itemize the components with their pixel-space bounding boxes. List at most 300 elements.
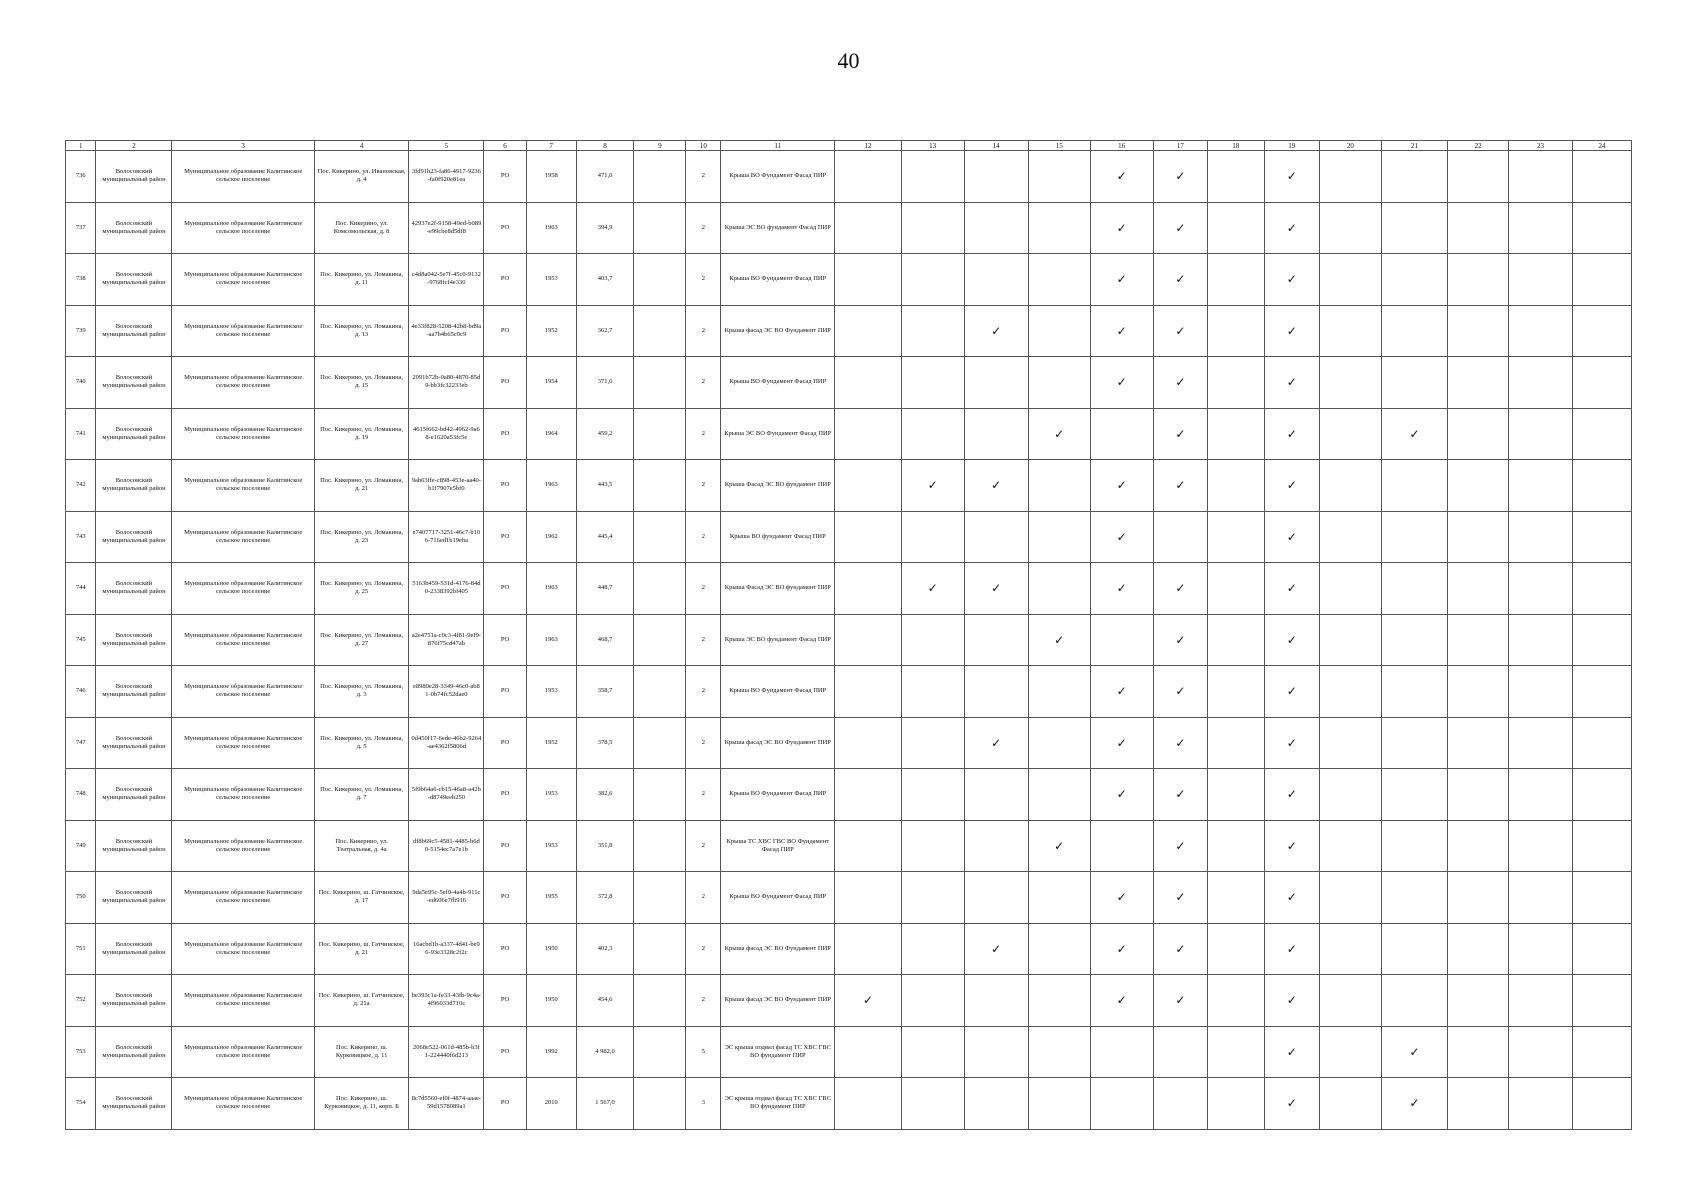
year-built-cell: 1963 — [526, 614, 576, 666]
checkmark-icon: ✓ — [1090, 666, 1153, 718]
district-cell: Волосовский муниципальный район — [96, 1078, 172, 1130]
area-cell: 4 982,0 — [576, 1026, 634, 1078]
check-cell-14 — [964, 1026, 1028, 1078]
building-code-cell: 0d450f17-6ede-46b2-9264-ae4362f5806d — [409, 717, 484, 769]
works-list-cell: Крыша Фасад ЭС ВО фундамент ПИР — [721, 563, 835, 615]
check-cell-12 — [835, 408, 901, 460]
check-cell-15 — [1028, 151, 1090, 203]
checkmark-icon: ✓ — [1264, 202, 1319, 254]
check-cell-22 — [1448, 975, 1509, 1027]
check-cell-12 — [835, 357, 901, 409]
table-row — [66, 1026, 1632, 1078]
check-cell-18 — [1208, 357, 1265, 409]
checkmark-icon: ✓ — [1090, 357, 1153, 409]
check-cell-15 — [1028, 202, 1090, 254]
district-cell: Волосовский муниципальный район — [96, 202, 172, 254]
year-built-cell: 1953 — [526, 769, 576, 821]
check-cell-15 — [1028, 460, 1090, 512]
column-header-13: 13 — [901, 141, 964, 151]
checkmark-icon: ✓ — [1090, 975, 1153, 1027]
table-row — [66, 769, 1632, 821]
works-list-cell: Крыша фасад ЭС ВО Фундамент ПИР — [721, 923, 835, 975]
municipality-cell: Муниципальное образование Калитинское сельское поселение — [172, 1078, 314, 1130]
row-number: 751 — [66, 923, 96, 975]
fund-form-cell: РО — [484, 769, 526, 821]
works-list-cell: Крыша ЭС ВО фундамент Фасад ПИР — [721, 614, 835, 666]
check-cell-14 — [964, 614, 1028, 666]
building-code-cell: 2068e522-061d-485b-b3f1-224440f6d213 — [409, 1026, 484, 1078]
check-cell-23 — [1509, 872, 1573, 924]
table-row — [66, 202, 1632, 254]
floors-cell: 2 — [686, 511, 721, 563]
check-cell-16 — [1090, 1026, 1153, 1078]
check-cell-21 — [1381, 151, 1447, 203]
checkmark-icon: ✓ — [1264, 1078, 1319, 1130]
check-cell-18 — [1208, 975, 1265, 1027]
check-cell-13 — [901, 408, 964, 460]
district-cell: Волосовский муниципальный район — [96, 872, 172, 924]
column-header-17: 17 — [1153, 141, 1207, 151]
column-9-cell — [634, 460, 686, 512]
check-cell-22 — [1448, 1078, 1509, 1130]
column-9-cell — [634, 975, 686, 1027]
building-code-cell: 5163b459-531d-4176-84d0-2338392bf405 — [409, 563, 484, 615]
checkmark-icon: ✓ — [1264, 975, 1319, 1027]
checkmark-icon: ✓ — [1153, 460, 1207, 512]
district-cell: Волосовский муниципальный район — [96, 460, 172, 512]
district-cell: Волосовский муниципальный район — [96, 923, 172, 975]
check-cell-18 — [1208, 408, 1265, 460]
check-cell-15 — [1028, 254, 1090, 306]
check-cell-18 — [1208, 563, 1265, 615]
checkmark-icon: ✓ — [1264, 614, 1319, 666]
checkmark-icon: ✓ — [1090, 563, 1153, 615]
column-header-12: 12 — [835, 141, 901, 151]
area-cell: 454,6 — [576, 975, 634, 1027]
check-cell-21 — [1381, 563, 1447, 615]
year-built-cell: 1953 — [526, 820, 576, 872]
check-cell-15 — [1028, 769, 1090, 821]
floors-cell: 2 — [686, 408, 721, 460]
checkmark-icon: ✓ — [1264, 305, 1319, 357]
building-code-cell: be393c1a-fe33-43fb-9c4a-4f96033d710c — [409, 975, 484, 1027]
municipality-cell: Муниципальное образование Калитинское сельское поселение — [172, 202, 314, 254]
table-row — [66, 511, 1632, 563]
check-cell-24 — [1573, 717, 1632, 769]
district-cell: Волосовский муниципальный район — [96, 563, 172, 615]
area-cell: 459,2 — [576, 408, 634, 460]
column-9-cell — [634, 511, 686, 563]
check-cell-15 — [1028, 357, 1090, 409]
fund-form-cell: РО — [484, 460, 526, 512]
checkmark-icon: ✓ — [964, 563, 1028, 615]
check-cell-18 — [1208, 717, 1265, 769]
municipality-cell: Муниципальное образование Калитинское сельское поселение — [172, 614, 314, 666]
works-list-cell: Крыша ВО Фундамент Фасад ПИР — [721, 151, 835, 203]
table-row — [66, 872, 1632, 924]
works-list-cell: Крыша Фасад ЭС ВО фундамент ПИР — [721, 460, 835, 512]
building-code-cell: df8b69c5-4581-4485-b6d0-5154ec7a7e1b — [409, 820, 484, 872]
works-list-cell: Крыша ТС ХВС ГВС ВО Фундамент Фасад ПИР — [721, 820, 835, 872]
check-cell-23 — [1509, 1078, 1573, 1130]
floors-cell: 2 — [686, 975, 721, 1027]
check-cell-20 — [1319, 666, 1381, 718]
checkmark-icon: ✓ — [835, 975, 901, 1027]
building-code-cell: 4e33f828-5208-42b8-bd9a-aa7b4b65c0c9 — [409, 305, 484, 357]
year-built-cell: 1952 — [526, 305, 576, 357]
district-cell: Волосовский муниципальный район — [96, 614, 172, 666]
check-cell-13 — [901, 511, 964, 563]
floors-cell: 2 — [686, 305, 721, 357]
checkmark-icon: ✓ — [1090, 254, 1153, 306]
year-built-cell: 1952 — [526, 717, 576, 769]
checkmark-icon: ✓ — [1264, 666, 1319, 718]
checkmark-icon: ✓ — [1264, 1026, 1319, 1078]
check-cell-17 — [1153, 1026, 1207, 1078]
check-cell-12 — [835, 820, 901, 872]
check-cell-12 — [835, 717, 901, 769]
row-number: 737 — [66, 202, 96, 254]
check-cell-22 — [1448, 460, 1509, 512]
check-cell-20 — [1319, 975, 1381, 1027]
check-cell-20 — [1319, 820, 1381, 872]
fund-form-cell: РО — [484, 408, 526, 460]
building-code-cell: 3fd91b23-fa86-4917-9236-fa0f920e81ea — [409, 151, 484, 203]
year-built-cell: 1953 — [526, 254, 576, 306]
check-cell-15 — [1028, 666, 1090, 718]
column-9-cell — [634, 1078, 686, 1130]
district-cell: Волосовский муниципальный район — [96, 408, 172, 460]
check-cell-24 — [1573, 357, 1632, 409]
column-header-11: 11 — [721, 141, 835, 151]
check-cell-20 — [1319, 563, 1381, 615]
check-cell-13 — [901, 254, 964, 306]
check-cell-13 — [901, 820, 964, 872]
fund-form-cell: РО — [484, 305, 526, 357]
floors-cell: 2 — [686, 151, 721, 203]
row-number: 752 — [66, 975, 96, 1027]
address-cell: Пос. Кикерино, ул. Ломакина, д. 5 — [314, 717, 409, 769]
check-cell-12 — [835, 254, 901, 306]
building-code-cell: c4d8a042-5e7f-45c0-9132-9768fcf4e330 — [409, 254, 484, 306]
check-cell-18 — [1208, 666, 1265, 718]
fund-form-cell: РО — [484, 923, 526, 975]
check-cell-21 — [1381, 254, 1447, 306]
check-cell-13 — [901, 1026, 964, 1078]
row-number: 753 — [66, 1026, 96, 1078]
check-cell-16 — [1090, 614, 1153, 666]
works-list-cell: Крыша ЭС ВО фундамент Фасад ПИР — [721, 202, 835, 254]
checkmark-icon: ✓ — [1381, 408, 1447, 460]
checkmark-icon: ✓ — [1153, 820, 1207, 872]
check-cell-13 — [901, 666, 964, 718]
check-cell-20 — [1319, 460, 1381, 512]
fund-form-cell: РО — [484, 717, 526, 769]
year-built-cell: 1955 — [526, 872, 576, 924]
checkmark-icon: ✓ — [1153, 614, 1207, 666]
check-cell-24 — [1573, 975, 1632, 1027]
check-cell-21 — [1381, 511, 1447, 563]
check-cell-13 — [901, 717, 964, 769]
column-header-24: 24 — [1573, 141, 1632, 151]
checkmark-icon: ✓ — [1028, 408, 1090, 460]
floors-cell: 2 — [686, 563, 721, 615]
check-cell-23 — [1509, 975, 1573, 1027]
checkmark-icon: ✓ — [1090, 769, 1153, 821]
address-cell: Пос. Кикерино, ул. Ломакина, д. 13 — [314, 305, 409, 357]
check-cell-13 — [901, 769, 964, 821]
check-cell-23 — [1509, 820, 1573, 872]
checkmark-icon: ✓ — [1090, 202, 1153, 254]
check-cell-18 — [1208, 614, 1265, 666]
check-cell-15 — [1028, 1026, 1090, 1078]
municipality-cell: Муниципальное образование Калитинское сельское поселение — [172, 717, 314, 769]
check-cell-20 — [1319, 151, 1381, 203]
checkmark-icon: ✓ — [1090, 151, 1153, 203]
area-cell: 443,5 — [576, 460, 634, 512]
checkmark-icon: ✓ — [1153, 717, 1207, 769]
municipality-cell: Муниципальное образование Калитинское сельское поселение — [172, 1026, 314, 1078]
check-cell-12 — [835, 1078, 901, 1130]
year-built-cell: 1958 — [526, 151, 576, 203]
check-cell-15 — [1028, 305, 1090, 357]
check-cell-24 — [1573, 666, 1632, 718]
column-header-6: 6 — [484, 141, 526, 151]
fund-form-cell: РО — [484, 202, 526, 254]
check-cell-18 — [1208, 460, 1265, 512]
checkmark-icon: ✓ — [1264, 769, 1319, 821]
checkmark-icon: ✓ — [1153, 305, 1207, 357]
building-code-cell: 9da5e95c-5ef9-4a4b-911c-ed606e7fb916 — [409, 872, 484, 924]
check-cell-16 — [1090, 820, 1153, 872]
check-cell-20 — [1319, 305, 1381, 357]
address-cell: Пос. Кикерино, ул. Ломакина, д. 25 — [314, 563, 409, 615]
check-cell-22 — [1448, 511, 1509, 563]
checkmark-icon: ✓ — [1028, 820, 1090, 872]
checkmark-icon: ✓ — [964, 923, 1028, 975]
address-cell: Пос. Кикерино, ул. Ломакина, д. 11 — [314, 254, 409, 306]
fund-form-cell: РО — [484, 151, 526, 203]
building-code-cell: 9ab63ffe-c898-453e-aa40-b1f7907e5bf0 — [409, 460, 484, 512]
check-cell-13 — [901, 614, 964, 666]
check-cell-24 — [1573, 820, 1632, 872]
checkmark-icon: ✓ — [964, 305, 1028, 357]
floors-cell: 2 — [686, 202, 721, 254]
check-cell-13 — [901, 872, 964, 924]
check-cell-24 — [1573, 923, 1632, 975]
district-cell: Волосовский муниципальный район — [96, 357, 172, 409]
municipality-cell: Муниципальное образование Калитинское сельское поселение — [172, 408, 314, 460]
check-cell-16 — [1090, 408, 1153, 460]
check-cell-20 — [1319, 923, 1381, 975]
check-cell-14 — [964, 202, 1028, 254]
year-built-cell: 1964 — [526, 408, 576, 460]
check-cell-22 — [1448, 872, 1509, 924]
check-cell-14 — [964, 872, 1028, 924]
check-cell-20 — [1319, 202, 1381, 254]
checkmark-icon: ✓ — [1153, 923, 1207, 975]
column-header-10: 10 — [686, 141, 721, 151]
column-header-9: 9 — [634, 141, 686, 151]
check-cell-14 — [964, 1078, 1028, 1130]
row-number: 739 — [66, 305, 96, 357]
check-cell-22 — [1448, 717, 1509, 769]
works-list-cell: ЭС крыша подвал фасад ТС ХВС ГВС ВО фундамент ПИР — [721, 1078, 835, 1130]
checkmark-icon: ✓ — [964, 717, 1028, 769]
check-cell-18 — [1208, 202, 1265, 254]
check-cell-24 — [1573, 1026, 1632, 1078]
address-cell: Пос. Кикерино, ул. Ломакина, д. 3 — [314, 666, 409, 718]
checkmark-icon: ✓ — [1264, 408, 1319, 460]
check-cell-12 — [835, 923, 901, 975]
check-cell-18 — [1208, 305, 1265, 357]
checkmark-icon: ✓ — [1153, 872, 1207, 924]
check-cell-12 — [835, 666, 901, 718]
check-cell-14 — [964, 357, 1028, 409]
column-header-21: 21 — [1381, 141, 1447, 151]
area-cell: 362,7 — [576, 305, 634, 357]
column-header-5: 5 — [409, 141, 484, 151]
check-cell-23 — [1509, 511, 1573, 563]
table-row — [66, 408, 1632, 460]
address-cell: Пос. Кикерино, ш. Гатчинское, д. 21 — [314, 923, 409, 975]
column-header-20: 20 — [1319, 141, 1381, 151]
area-cell: 382,6 — [576, 769, 634, 821]
row-number: 747 — [66, 717, 96, 769]
check-cell-20 — [1319, 769, 1381, 821]
year-built-cell: 1963 — [526, 563, 576, 615]
area-cell: 372,8 — [576, 872, 634, 924]
check-cell-22 — [1448, 357, 1509, 409]
checkmark-icon: ✓ — [1090, 460, 1153, 512]
check-cell-21 — [1381, 820, 1447, 872]
area-cell: 471,0 — [576, 151, 634, 203]
address-cell: Пос. Кикерино, ул. Ломакина, д. 15 — [314, 357, 409, 409]
row-number: 741 — [66, 408, 96, 460]
row-number: 738 — [66, 254, 96, 306]
fund-form-cell: РО — [484, 872, 526, 924]
area-cell: 403,7 — [576, 254, 634, 306]
building-code-cell: 4615f662-bd42-4962-9a68-e1620a53fc5e — [409, 408, 484, 460]
check-cell-22 — [1448, 1026, 1509, 1078]
fund-form-cell: РО — [484, 563, 526, 615]
area-cell: 394,9 — [576, 202, 634, 254]
checkmark-icon: ✓ — [1153, 357, 1207, 409]
district-cell: Волосовский муниципальный район — [96, 975, 172, 1027]
district-cell: Волосовский муниципальный район — [96, 717, 172, 769]
year-built-cell: 1950 — [526, 975, 576, 1027]
check-cell-23 — [1509, 151, 1573, 203]
check-cell-22 — [1448, 666, 1509, 718]
works-list-cell: Крыша ВО Фундамент Фасад ПИР — [721, 872, 835, 924]
fund-form-cell: РО — [484, 666, 526, 718]
district-cell: Волосовский муниципальный район — [96, 1026, 172, 1078]
check-cell-18 — [1208, 872, 1265, 924]
row-number: 742 — [66, 460, 96, 512]
municipality-cell: Муниципальное образование Калитинское сельское поселение — [172, 872, 314, 924]
checkmark-icon: ✓ — [1090, 511, 1153, 563]
row-number: 746 — [66, 666, 96, 718]
municipality-cell: Муниципальное образование Калитинское сельское поселение — [172, 769, 314, 821]
check-cell-22 — [1448, 151, 1509, 203]
area-cell: 351,8 — [576, 820, 634, 872]
building-code-cell: a2e4751a-c0c3-4f81-9ef9-876f75cd47ab — [409, 614, 484, 666]
municipality-cell: Муниципальное образование Калитинское сельское поселение — [172, 820, 314, 872]
check-cell-15 — [1028, 717, 1090, 769]
checkmark-icon: ✓ — [1264, 820, 1319, 872]
year-built-cell: 1954 — [526, 357, 576, 409]
table-row — [66, 460, 1632, 512]
table-row — [66, 923, 1632, 975]
municipality-cell: Муниципальное образование Калитинское сельское поселение — [172, 511, 314, 563]
year-built-cell: 2010 — [526, 1078, 576, 1130]
district-cell: Волосовский муниципальный район — [96, 254, 172, 306]
check-cell-21 — [1381, 357, 1447, 409]
check-cell-21 — [1381, 614, 1447, 666]
district-cell: Волосовский муниципальный район — [96, 511, 172, 563]
check-cell-23 — [1509, 666, 1573, 718]
check-cell-24 — [1573, 202, 1632, 254]
building-code-cell: e7407717-3251-46c7-b106-716ed1b19eba — [409, 511, 484, 563]
check-cell-24 — [1573, 563, 1632, 615]
building-code-cell: e8980e28-3349-46c0-ab81-0b74fc52dae0 — [409, 666, 484, 718]
works-list-cell: Крыша ВО Фундамент Фасад ПИР — [721, 357, 835, 409]
fund-form-cell: РО — [484, 975, 526, 1027]
district-cell: Волосовский муниципальный район — [96, 820, 172, 872]
year-built-cell: 1992 — [526, 1026, 576, 1078]
fund-form-cell: РО — [484, 357, 526, 409]
area-cell: 445,4 — [576, 511, 634, 563]
district-cell: Волосовский муниципальный район — [96, 769, 172, 821]
municipality-cell: Муниципальное образование Калитинское сельское поселение — [172, 923, 314, 975]
check-cell-18 — [1208, 254, 1265, 306]
check-cell-13 — [901, 975, 964, 1027]
district-cell: Волосовский муниципальный район — [96, 305, 172, 357]
row-number: 754 — [66, 1078, 96, 1130]
building-code-cell: 2091b72b-0a80-4870-85d9-bb3fc32233eb — [409, 357, 484, 409]
checkmark-icon: ✓ — [1090, 923, 1153, 975]
check-cell-20 — [1319, 357, 1381, 409]
area-cell: 358,7 — [576, 666, 634, 718]
check-cell-12 — [835, 769, 901, 821]
area-cell: 371,6 — [576, 357, 634, 409]
check-cell-12 — [835, 614, 901, 666]
area-cell: 468,7 — [576, 614, 634, 666]
column-9-cell — [634, 1026, 686, 1078]
table-row — [66, 614, 1632, 666]
check-cell-20 — [1319, 408, 1381, 460]
table-row — [66, 975, 1632, 1027]
check-cell-15 — [1028, 563, 1090, 615]
check-cell-14 — [964, 820, 1028, 872]
column-9-cell — [634, 717, 686, 769]
year-built-cell: 1963 — [526, 460, 576, 512]
address-cell: Пос. Кикерино, ул. Комсомольская, д. 8 — [314, 202, 409, 254]
works-list-cell: Крыша фасад ЭС ВО Фундамент ПИР — [721, 305, 835, 357]
checkmark-icon: ✓ — [1090, 872, 1153, 924]
column-9-cell — [634, 305, 686, 357]
check-cell-12 — [835, 460, 901, 512]
address-cell: Пос. Кикерино, ул. Ломакина, д. 23 — [314, 511, 409, 563]
checkmark-icon: ✓ — [1153, 202, 1207, 254]
checkmark-icon: ✓ — [1153, 769, 1207, 821]
column-9-cell — [634, 151, 686, 203]
check-cell-21 — [1381, 769, 1447, 821]
check-cell-23 — [1509, 769, 1573, 821]
table-row — [66, 563, 1632, 615]
row-number: 745 — [66, 614, 96, 666]
column-header-16: 16 — [1090, 141, 1153, 151]
